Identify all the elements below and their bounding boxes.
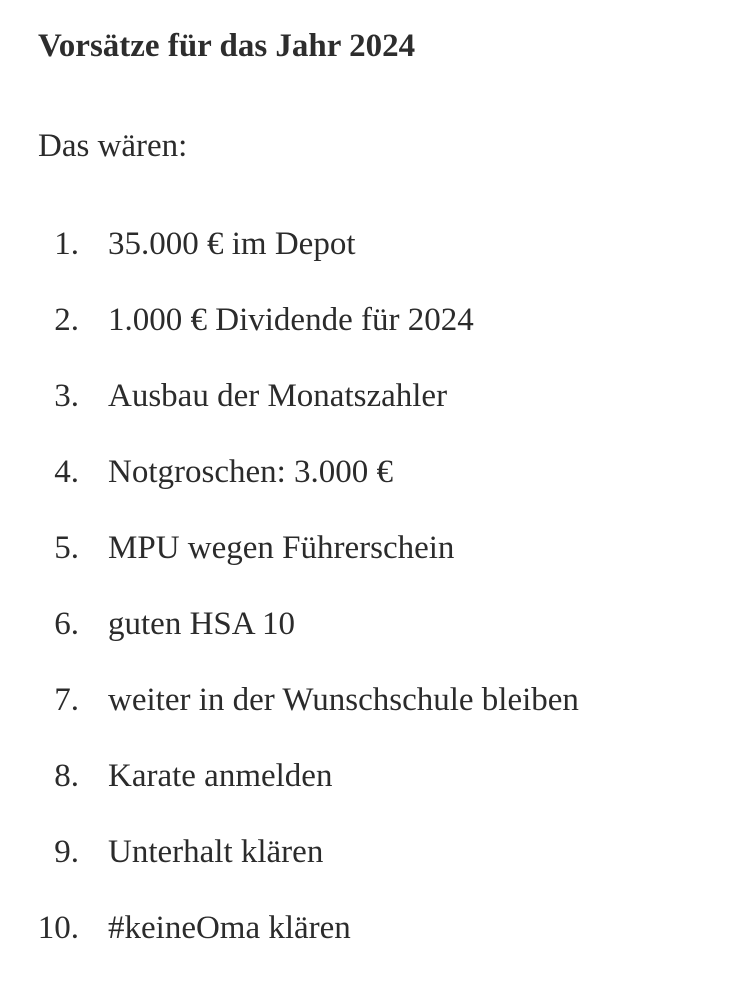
list-item bbox=[0, 678, 743, 754]
list-item-number: 5. bbox=[54, 530, 79, 566]
list-item-text: Ausbau der Monatszahler bbox=[108, 378, 448, 414]
document-title: Vorsätze für das Jahr 2024 bbox=[38, 28, 416, 64]
list-item bbox=[0, 298, 743, 374]
list-item-text: #keineOma klären bbox=[108, 910, 351, 946]
list-item-number: 4. bbox=[54, 454, 79, 490]
list-item-number: 3. bbox=[54, 378, 79, 414]
list-item-number: 1. bbox=[54, 226, 79, 262]
list-item-number: 10. bbox=[37, 910, 79, 946]
list-item bbox=[0, 602, 743, 678]
resolution-list bbox=[0, 222, 743, 982]
list-item-number: 8. bbox=[54, 758, 79, 794]
list-item-number: 9. bbox=[54, 834, 79, 870]
list-item-text: Karate anmelden bbox=[108, 758, 333, 794]
list-item bbox=[0, 906, 743, 982]
list-item-text: Unterhalt klären bbox=[108, 834, 324, 870]
list-item-text: weiter in der Wunschschule bleiben bbox=[108, 682, 579, 718]
list-item-number: 6. bbox=[54, 606, 79, 642]
list-item-text: 1.000 € Dividende für 2024 bbox=[108, 302, 474, 338]
list-item bbox=[0, 526, 743, 602]
list-item bbox=[0, 830, 743, 906]
intro-text: Das wären: bbox=[38, 128, 188, 164]
list-item-text: guten HSA 10 bbox=[108, 606, 296, 642]
list-item-text: MPU wegen Führerschein bbox=[108, 530, 455, 566]
list-item bbox=[0, 374, 743, 450]
list-item bbox=[0, 222, 743, 298]
list-item bbox=[0, 450, 743, 526]
list-item-number: 2. bbox=[54, 302, 79, 338]
list-item-text: 35.000 € im Depot bbox=[108, 226, 356, 262]
list-item bbox=[0, 754, 743, 830]
list-item-text: Notgroschen: 3.000 € bbox=[108, 454, 394, 490]
list-item-number: 7. bbox=[54, 682, 79, 718]
